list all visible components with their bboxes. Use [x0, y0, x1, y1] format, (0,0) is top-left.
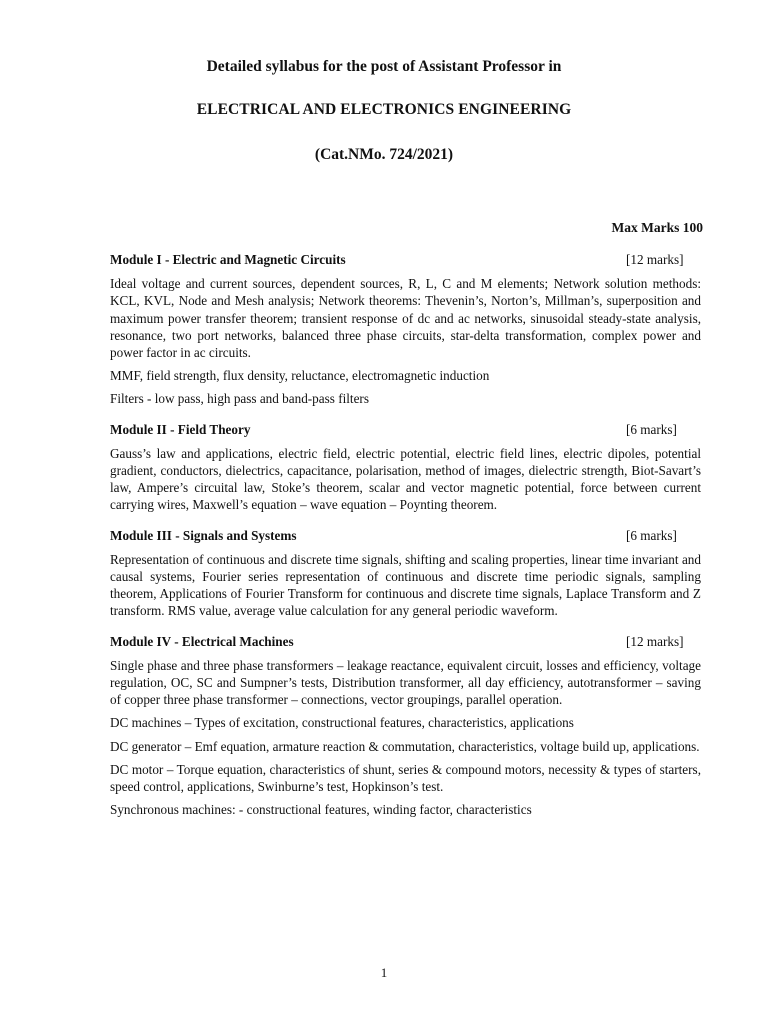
module-paragraph: Synchronous machines: - constructional features, winding factor, characteristics: [110, 802, 532, 818]
syllabus-content: [110, 251, 701, 824]
module-marks: [12 marks]: [626, 252, 684, 267]
module-title: Module III - Signals and Systems: [110, 527, 297, 543]
module-paragraph: DC generator – Emf equation, armature reaction & commutation, characteristics, voltage build up, applications.: [110, 738, 700, 754]
module-marks: [6 marks]: [626, 527, 677, 543]
department-title: ELECTRICAL AND ELECTRONICS ENGINEERING: [196, 101, 572, 118]
module-paragraph: Filters - low pass, high pass and band-pass filters: [110, 391, 369, 407]
module-marks: [12 marks]: [626, 633, 684, 649]
module-title: Module II - Field Theory: [110, 421, 251, 437]
page-title: Detailed syllabus for the post of Assistant Professor in: [206, 58, 562, 75]
max-marks: Max Marks 100: [611, 220, 703, 235]
module-heading: [110, 633, 701, 650]
module-paragraph: Representation of continuous and discrete time signals, shifting and scaling properties, linear time invariant and causal systems, Fourier series representation of continuous and discrete time periodic signals, sampling theorem, Applications of Fourier Transform for continuous and discrete time signals, Laplace Transform and Z transform. RMS value, average value calculation for any general periodic waveform.: [110, 551, 701, 619]
module-title: Module IV - Electrical Machines: [110, 633, 294, 649]
module-paragraph: Gauss’s law and applications, electric field, electric potential, electric field lines, electric dipoles, potential gradient, conductors, dielectrics, capacitance, polarisation, method of images, dielectric strength, Biot-Savart’s law, Ampere’s circuital law, Stoke’s theorem, scalar and vector magnetic potential, force between current carrying wires, Maxwell’s equation – wave equation – Poynting theorem.: [110, 445, 701, 513]
module-title: Module I - Electric and Magnetic Circuits: [110, 252, 346, 267]
module-paragraph: MMF, field strength, flux density, reluctance, electromagnetic induction: [110, 368, 490, 384]
page-number: 1: [380, 965, 388, 980]
module-paragraph: Ideal voltage and current sources, dependent sources, R, L, C and M elements; Network solution methods: KCL, KVL, Node and Mesh analysis; Network theorems: Thevenin’s, Norton’s, Millman’s, superposition and maximum power transfer theorem; transient response of dc and ac networks, sinusoidal steady-state analysis, resonance, two port networks, balanced three phase circuits, star-delta transformation, complex power and power factor in ac circuits.: [110, 276, 701, 361]
module-heading: [110, 251, 701, 268]
module-paragraph: DC motor – Torque equation, characteristics of shunt, series & compound motors, necessity & types of starters, speed control, applications, Swinburne’s test, Hopkinson’s test.: [110, 761, 701, 795]
module-paragraph: DC machines – Types of excitation, constructional features, characteristics, applications: [110, 715, 574, 731]
module-paragraph: Single phase and three phase transformers – leakage reactance, equivalent circuit, losses and efficiency, voltage regulation, OC, SC and Sumpner’s tests, Distribution transformer, all day efficiency, autotransformer – saving of copper three phase transformer – connections, vector groupings, parallel operation.: [110, 657, 701, 708]
module-marks: [6 marks]: [626, 421, 677, 437]
module-heading: [110, 527, 701, 544]
module-heading: [110, 421, 701, 438]
category-number: (Cat.NMo. 724/2021): [314, 146, 454, 163]
